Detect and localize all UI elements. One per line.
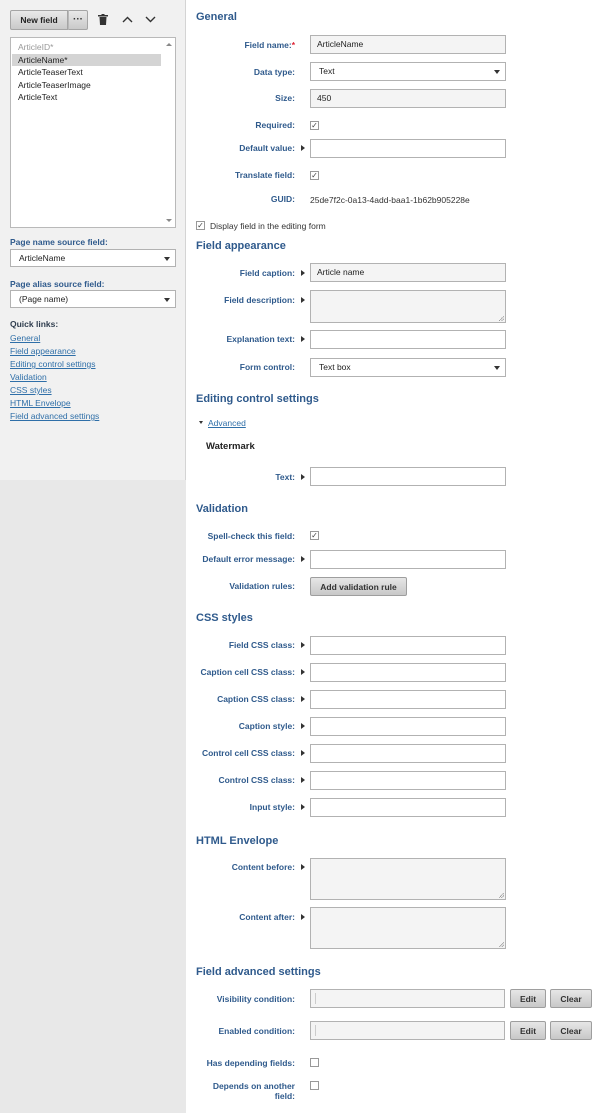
quick-link-validation[interactable]: Validation bbox=[10, 372, 47, 382]
has-depending-fields-checkbox[interactable] bbox=[310, 1058, 319, 1067]
section-title-field-appearance: Field appearance bbox=[196, 240, 286, 252]
list-item[interactable]: ArticleID* bbox=[18, 42, 54, 52]
input-style-label: Input style: bbox=[249, 802, 295, 812]
expand-arrow-icon[interactable] bbox=[301, 914, 305, 920]
field-css-class-input[interactable] bbox=[310, 636, 506, 655]
page-alias-source-value: (Page name) bbox=[19, 294, 69, 304]
display-field-checkbox[interactable]: ✓ bbox=[197, 221, 204, 230]
content-after-textarea[interactable] bbox=[310, 907, 506, 949]
field-toolbar bbox=[10, 9, 157, 30]
guid-label: GUID: bbox=[270, 194, 295, 204]
expand-arrow-icon[interactable] bbox=[301, 750, 305, 756]
visibility-condition-label: Visibility condition: bbox=[216, 994, 295, 1004]
size-input[interactable]: 450 bbox=[310, 89, 506, 108]
quick-link-editing-control-settings[interactable]: Editing control settings bbox=[10, 359, 96, 369]
page-name-source-value: ArticleName bbox=[19, 253, 66, 263]
section-title-editing-control-settings: Editing control settings bbox=[196, 393, 319, 405]
expand-arrow-icon[interactable] bbox=[301, 145, 305, 151]
expand-arrow-icon[interactable] bbox=[301, 669, 305, 675]
size-label: Size: bbox=[275, 93, 295, 103]
new-field-button[interactable]: New field bbox=[10, 10, 68, 30]
required-mark: * bbox=[291, 40, 295, 50]
quick-link-general[interactable]: General bbox=[10, 333, 41, 343]
field-description-label: Field description: bbox=[224, 295, 295, 305]
list-item[interactable]: ArticleTeaserText bbox=[18, 67, 83, 77]
field-name-label: Field name:* bbox=[244, 40, 295, 50]
explanation-text-input[interactable] bbox=[310, 330, 506, 349]
more-actions-button[interactable]: ··· bbox=[68, 10, 88, 30]
quick-links-title: Quick links: bbox=[10, 319, 59, 329]
depends-on-another-field-label: Depends on another field: bbox=[212, 1081, 295, 1101]
content-after-label: Content after: bbox=[239, 912, 295, 922]
expand-arrow-icon[interactable] bbox=[301, 336, 305, 342]
caption-style-input[interactable] bbox=[310, 717, 506, 736]
field-properties bbox=[186, 0, 599, 1113]
field-caption-input[interactable]: Article name bbox=[310, 263, 506, 282]
section-title-general: General bbox=[196, 11, 237, 23]
field-list-panel bbox=[0, 0, 186, 1113]
expand-arrow-icon[interactable] bbox=[301, 864, 305, 870]
section-title-field-advanced-settings: Field advanced settings bbox=[196, 966, 321, 978]
field-name-input[interactable]: ArticleName bbox=[310, 35, 506, 54]
expand-arrow-icon[interactable] bbox=[301, 474, 305, 480]
expand-arrow-icon[interactable] bbox=[301, 270, 305, 276]
expand-arrow-icon[interactable] bbox=[301, 642, 305, 648]
expand-arrow-icon[interactable] bbox=[301, 723, 305, 729]
spellcheck-label: Spell-check this field: bbox=[207, 531, 295, 541]
page-name-source-label: Page name source field: bbox=[10, 237, 108, 247]
caption-cell-css-label: Caption cell CSS class: bbox=[200, 667, 295, 677]
expand-arrow-icon[interactable] bbox=[301, 777, 305, 783]
content-before-label: Content before: bbox=[231, 862, 295, 872]
dropdown-arrow-icon bbox=[494, 366, 500, 370]
dropdown-arrow-icon bbox=[494, 70, 500, 74]
default-value-label: Default value: bbox=[239, 143, 295, 153]
field-description-textarea[interactable] bbox=[310, 290, 506, 323]
required-label: Required: bbox=[255, 120, 295, 130]
control-cell-css-label: Control cell CSS class: bbox=[201, 748, 295, 758]
form-control-value: Text box bbox=[319, 362, 351, 372]
content-before-textarea[interactable] bbox=[310, 858, 506, 900]
field-list[interactable] bbox=[10, 37, 176, 228]
scroll-up-icon[interactable] bbox=[166, 43, 172, 46]
caption-css-class-label: Caption CSS class: bbox=[217, 694, 295, 704]
quick-link-field-advanced-settings[interactable]: Field advanced settings bbox=[10, 411, 100, 421]
expand-arrow-icon[interactable] bbox=[301, 696, 305, 702]
dropdown-arrow-icon bbox=[164, 298, 170, 302]
text-cursor bbox=[315, 1025, 316, 1036]
add-validation-rule-button[interactable]: Add validation rule bbox=[310, 577, 407, 596]
visibility-clear-button[interactable]: Clear bbox=[550, 989, 592, 1008]
list-item[interactable]: ArticleText bbox=[18, 92, 58, 102]
advanced-toggle-link[interactable]: Advanced bbox=[208, 418, 246, 428]
expand-arrow-icon[interactable] bbox=[301, 804, 305, 810]
depends-on-another-field-checkbox[interactable] bbox=[310, 1081, 319, 1090]
data-type-value: Text bbox=[319, 66, 335, 76]
default-error-input[interactable] bbox=[310, 550, 506, 569]
translate-field-checkbox[interactable]: ✓ bbox=[311, 171, 318, 180]
caption-css-class-input[interactable] bbox=[310, 690, 506, 709]
chevron-up-icon[interactable] bbox=[120, 13, 134, 27]
input-style-input[interactable] bbox=[310, 798, 506, 817]
enabled-condition-input[interactable] bbox=[310, 1021, 505, 1040]
trash-icon[interactable] bbox=[96, 13, 110, 27]
list-item[interactable]: ArticleName* bbox=[12, 54, 161, 67]
display-field-label: Display field in the editing form bbox=[210, 221, 326, 231]
data-type-label: Data type: bbox=[253, 67, 295, 77]
page-alias-source-label: Page alias source field: bbox=[10, 279, 105, 289]
collapse-caret-icon[interactable] bbox=[199, 421, 203, 424]
validation-rules-label: Validation rules: bbox=[229, 581, 295, 591]
page-name-source-select[interactable] bbox=[10, 249, 176, 267]
form-control-select[interactable] bbox=[310, 358, 506, 377]
section-title-html-envelope: HTML Envelope bbox=[196, 835, 279, 847]
field-caption-label: Field caption: bbox=[239, 268, 295, 278]
guid-value: 25de7f2c-0a13-4add-baa1-1b62b905228e bbox=[310, 195, 470, 205]
expand-arrow-icon[interactable] bbox=[301, 297, 305, 303]
quick-link-field-appearance[interactable]: Field appearance bbox=[10, 346, 76, 356]
default-value-input[interactable] bbox=[310, 139, 506, 158]
watermark-heading: Watermark bbox=[206, 441, 255, 452]
list-scrollbar[interactable] bbox=[163, 38, 175, 227]
section-title-css-styles: CSS styles bbox=[196, 612, 253, 624]
data-type-select[interactable] bbox=[310, 62, 506, 81]
expand-arrow-icon[interactable] bbox=[301, 556, 305, 562]
control-cell-css-input[interactable] bbox=[310, 744, 506, 763]
watermark-text-input[interactable] bbox=[310, 467, 506, 486]
quick-links bbox=[10, 319, 99, 423]
watermark-text-label: Text: bbox=[275, 472, 295, 482]
enabled-clear-button[interactable]: Clear bbox=[550, 1021, 592, 1040]
text-cursor bbox=[315, 993, 316, 1004]
caption-style-label: Caption style: bbox=[238, 721, 295, 731]
enabled-condition-label: Enabled condition: bbox=[218, 1026, 295, 1036]
section-title-validation: Validation bbox=[196, 503, 248, 515]
has-depending-fields-label: Has depending fields: bbox=[206, 1058, 295, 1068]
control-css-class-label: Control CSS class: bbox=[218, 775, 295, 785]
scroll-down-icon[interactable] bbox=[166, 219, 172, 222]
control-css-class-input[interactable] bbox=[310, 771, 506, 790]
spellcheck-checkbox[interactable]: ✓ bbox=[311, 531, 318, 540]
visibility-edit-button[interactable]: Edit bbox=[510, 989, 546, 1008]
explanation-text-label: Explanation text: bbox=[226, 334, 295, 344]
list-item[interactable]: ArticleTeaserImage bbox=[18, 79, 91, 90]
visibility-condition-input[interactable] bbox=[310, 989, 505, 1008]
enabled-edit-button[interactable]: Edit bbox=[510, 1021, 546, 1040]
required-checkbox[interactable]: ✓ bbox=[311, 121, 318, 130]
quick-link-css-styles[interactable]: CSS styles bbox=[10, 385, 52, 395]
dropdown-arrow-icon bbox=[164, 257, 170, 261]
page-alias-source-select[interactable] bbox=[10, 290, 176, 308]
field-css-class-label: Field CSS class: bbox=[228, 640, 295, 650]
translate-field-label: Translate field: bbox=[235, 170, 295, 180]
quick-link-html-envelope[interactable]: HTML Envelope bbox=[10, 398, 71, 408]
chevron-down-icon[interactable] bbox=[143, 13, 157, 27]
form-control-label: Form control: bbox=[239, 362, 295, 372]
default-error-label: Default error message: bbox=[202, 554, 295, 564]
caption-cell-css-input[interactable] bbox=[310, 663, 506, 682]
